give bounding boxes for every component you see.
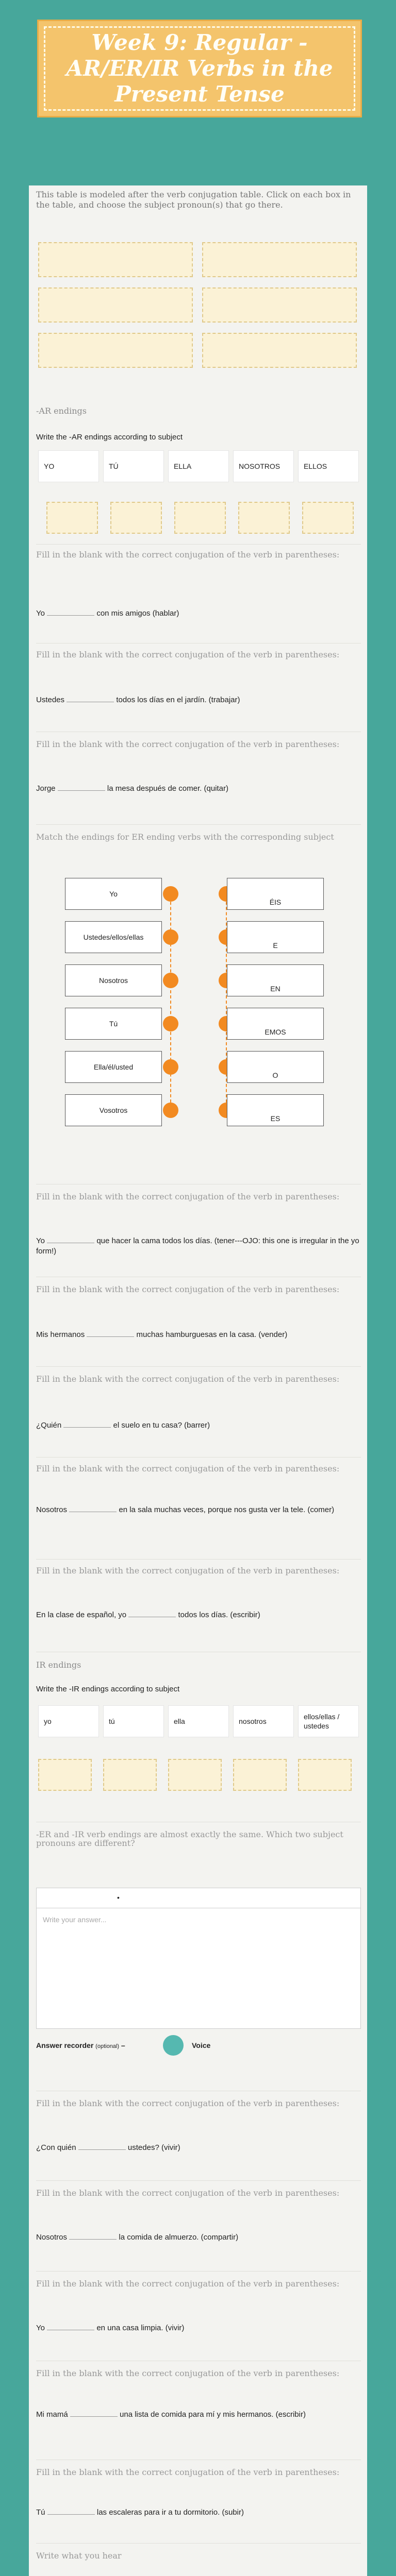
pronoun-drop-box[interactable] xyxy=(38,333,193,368)
ir-subject-cell: tú xyxy=(103,1705,164,1737)
match-dot[interactable] xyxy=(163,886,178,902)
match-right-item[interactable] xyxy=(227,921,324,953)
q5-after: muchas hamburguesas en la casa. (vender) xyxy=(136,1330,288,1339)
q2-before: Ustedes xyxy=(36,696,65,704)
ir-ending-input[interactable] xyxy=(233,1759,287,1791)
recorder-label-text: Answer recorder xyxy=(36,2041,94,2049)
question-text xyxy=(36,2323,361,2333)
question-heading: Fill in the blank with the correct conjugation of the verb in parentheses: xyxy=(36,1192,340,1201)
q13-after: las escaleras para ir a tu dormitorio. (subir) xyxy=(96,2508,244,2517)
ir-subject-cell: nosotros xyxy=(233,1705,294,1737)
match-right-label: E xyxy=(273,941,278,950)
match-left-item[interactable]: Ella/él/usted xyxy=(65,1051,162,1083)
recorder-label xyxy=(36,2041,125,2049)
ir-ending-input[interactable] xyxy=(168,1759,222,1791)
question-heading: Fill in the blank with the correct conjugation of the verb in parentheses: xyxy=(36,739,340,749)
question-heading: Fill in the blank with the correct conjugation of the verb in parentheses: xyxy=(36,1566,340,1575)
match-left-item[interactable]: Vosotros xyxy=(65,1094,162,1126)
question-heading: Fill in the blank with the correct conjugation of the verb in parentheses: xyxy=(36,650,340,659)
pronoun-drop-box[interactable] xyxy=(202,333,357,368)
ar-ending-input[interactable] xyxy=(238,502,290,534)
match-dot[interactable] xyxy=(163,973,178,988)
title-banner xyxy=(37,20,362,117)
voice-toggle[interactable] xyxy=(163,2035,184,2056)
q6-after: el suelo en tu casa? (barrer) xyxy=(113,1421,210,1430)
match-right-label: ÉIS xyxy=(269,898,282,906)
q12-before: Mi mamá xyxy=(36,2410,68,2419)
question-text xyxy=(36,1235,361,1257)
pronoun-drop-box[interactable] xyxy=(202,287,357,323)
ir-ending-input[interactable] xyxy=(38,1759,92,1791)
divider xyxy=(36,544,361,545)
question-heading: Fill in the blank with the correct conjugation of the verb in parentheses: xyxy=(36,1284,340,1294)
answer-blank[interactable] xyxy=(78,2142,126,2150)
question-heading: Fill in the blank with the correct conjugation of the verb in parentheses: xyxy=(36,2467,340,2477)
match-left-item[interactable]: Nosotros xyxy=(65,964,162,996)
answer-blank[interactable] xyxy=(87,1329,134,1337)
recorder-optional-text: (optional) xyxy=(95,2043,120,2049)
question-text xyxy=(36,1329,361,1340)
q6-before: ¿Quién xyxy=(36,1421,62,1430)
ar-ending-input[interactable] xyxy=(302,502,354,534)
ir-subject-cell: ellos/ellas / ustedes xyxy=(298,1705,359,1737)
ar-subject-cell: YO xyxy=(38,450,99,482)
match-right-item[interactable] xyxy=(227,964,324,996)
match-dot[interactable] xyxy=(163,1016,178,1031)
ar-subject-cell: ELLA xyxy=(168,450,229,482)
ar-heading: -AR endings xyxy=(36,406,87,416)
question-heading: Fill in the blank with the correct conjugation of the verb in parentheses: xyxy=(36,2279,340,2289)
ar-subject-cell: NOSOTROS xyxy=(233,450,294,482)
match-right-label: O xyxy=(272,1071,278,1079)
editor-toolbar xyxy=(37,1888,360,1908)
page-title: Week 9: Regular - AR/ER/IR Verbs in the Present Tense xyxy=(66,30,333,107)
match-right-item[interactable] xyxy=(227,1051,324,1083)
voice-label: Voice xyxy=(192,2041,211,2049)
match-right-item[interactable] xyxy=(227,1008,324,1040)
question-text xyxy=(36,694,361,705)
match-left-item[interactable]: Tú xyxy=(65,1008,162,1040)
question-text xyxy=(36,2232,361,2243)
match-left-item[interactable]: Yo xyxy=(65,878,162,910)
divider xyxy=(36,2271,361,2272)
ar-instruction: Write the -AR endings according to subject xyxy=(36,433,183,442)
recorder-dash: – xyxy=(121,2041,125,2049)
match-right-label: EMOS xyxy=(265,1028,286,1036)
q9-after: ustedes? (vivir) xyxy=(127,2143,180,2152)
match-right-label: EN xyxy=(270,985,280,993)
question-heading: Fill in the blank with the correct conjugation of the verb in parentheses: xyxy=(36,1464,340,1473)
question-text xyxy=(36,1420,361,1431)
match-left-item[interactable]: Ustedes/ellos/ellas xyxy=(65,921,162,953)
listen-heading: Write what you hear xyxy=(36,2551,122,2561)
question-heading: Fill in the blank with the correct conjugation of the verb in parentheses: xyxy=(36,550,340,560)
answer-blank[interactable] xyxy=(70,2409,118,2417)
question-text xyxy=(36,1504,361,1515)
answer-blank[interactable] xyxy=(63,1420,111,1428)
q7-after: en la sala muchas veces, porque nos gusta ver la tele. (comer) xyxy=(119,1505,335,1514)
open-question-heading: -ER and -IR verb endings are almost exactly the same. Which two subject pronouns are different? xyxy=(36,1829,343,1848)
q9-before: ¿Con quién xyxy=(36,2143,76,2152)
question-heading: Fill in the blank with the correct conjugation of the verb in parentheses: xyxy=(36,2098,340,2108)
q11-before: Yo xyxy=(36,2324,45,2332)
q8-after: todos los días. (escribir) xyxy=(178,1611,260,1619)
match-dot[interactable] xyxy=(163,929,178,945)
answer-textarea[interactable]: Write your answer... xyxy=(43,1916,107,1924)
question-text xyxy=(36,783,361,794)
answer-blank[interactable] xyxy=(128,1609,176,1617)
match-right-label: ES xyxy=(270,1114,280,1123)
q5-before: Mis hermanos xyxy=(36,1330,85,1339)
question-text xyxy=(36,608,361,619)
q4-before: Yo xyxy=(36,1236,45,1245)
match-dot[interactable] xyxy=(163,1059,178,1075)
pronoun-drop-box[interactable] xyxy=(38,287,193,323)
match-heading: Match the endings for ER ending verbs with the corresponding subject xyxy=(36,832,334,842)
answer-blank[interactable] xyxy=(47,608,94,616)
answer-blank[interactable] xyxy=(47,1235,94,1243)
ir-heading: IR endings xyxy=(36,1660,81,1670)
q3-after: la mesa después de comer. (quitar) xyxy=(107,784,228,793)
q12-after: una lista de comida para mí y mis hermanos. (escribir) xyxy=(120,2410,306,2419)
title-frame xyxy=(44,26,355,111)
answer-blank[interactable] xyxy=(69,2232,117,2240)
ar-ending-input[interactable] xyxy=(46,502,98,534)
ir-instruction: Write the -IR endings according to subject xyxy=(36,1685,180,1693)
q1-before: Yo xyxy=(36,609,45,618)
divider xyxy=(36,1559,361,1560)
question-heading: Fill in the blank with the correct conjugation of the verb in parentheses: xyxy=(36,2368,340,2378)
match-right-item[interactable] xyxy=(227,878,324,910)
question-text xyxy=(36,1609,361,1620)
answer-editor[interactable] xyxy=(36,1888,361,2029)
ar-subject-cell: ELLOS xyxy=(298,450,359,482)
q4-after: que hacer la cama todos los días. (tener---OJO: this one is irregular in the yo form!) xyxy=(36,1236,359,1256)
divider xyxy=(36,1366,361,1367)
q11-after: en una casa limpia. (vivir) xyxy=(96,2324,185,2332)
q8-before: En la clase de español, yo xyxy=(36,1611,127,1619)
pronoun-drop-box[interactable] xyxy=(202,242,357,277)
divider xyxy=(36,824,361,825)
answer-blank[interactable] xyxy=(67,694,114,702)
answer-blank[interactable] xyxy=(47,2507,95,2515)
question-heading: Fill in the blank with the correct conjugation of the verb in parentheses: xyxy=(36,1374,340,1384)
bullet-list-button[interactable]: • xyxy=(117,1893,120,1902)
divider xyxy=(36,2180,361,2181)
match-dot[interactable] xyxy=(163,1103,178,1118)
answer-blank[interactable] xyxy=(47,2323,94,2330)
answer-blank[interactable] xyxy=(58,783,105,791)
ar-ending-input[interactable] xyxy=(174,502,226,534)
divider xyxy=(36,2543,361,2544)
ar-ending-input[interactable] xyxy=(110,502,162,534)
question-text xyxy=(36,2409,361,2420)
q1-after: con mis amigos (hablar) xyxy=(96,609,179,618)
match-right-item[interactable] xyxy=(227,1094,324,1126)
divider xyxy=(36,1457,361,1458)
question-text xyxy=(36,2507,361,2518)
answer-blank[interactable] xyxy=(69,1504,117,1512)
q7-before: Nosotros xyxy=(36,1505,68,1514)
question-text xyxy=(36,2142,361,2153)
q10-before: Nosotros xyxy=(36,2233,68,2242)
q2-after: todos los días en el jardín. (trabajar) xyxy=(116,696,240,704)
intro-text: This table is modeled after the verb conjugation table. Click on each box in the table, and choose the subject pronoun(s) that go there. xyxy=(36,190,351,210)
question-heading: Fill in the blank with the correct conjugation of the verb in parentheses: xyxy=(36,2188,340,2198)
ir-ending-input[interactable] xyxy=(103,1759,157,1791)
ar-subject-cell: TÚ xyxy=(103,450,164,482)
q10-after: la comida de almuerzo. (compartir) xyxy=(119,2233,239,2242)
ir-ending-input[interactable] xyxy=(298,1759,352,1791)
ir-subject-cell: ella xyxy=(168,1705,229,1737)
q3-before: Jorge xyxy=(36,784,56,793)
pronoun-drop-box[interactable] xyxy=(38,242,193,277)
q13-before: Tú xyxy=(36,2508,45,2517)
ir-subject-cell: yo xyxy=(38,1705,99,1737)
